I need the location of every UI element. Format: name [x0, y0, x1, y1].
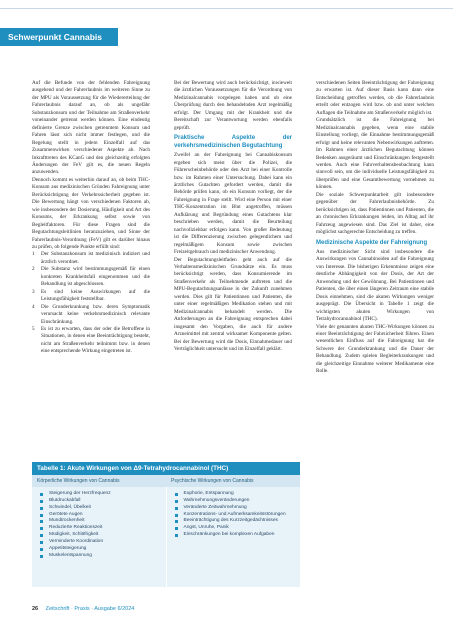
list-item	[32, 326, 150, 356]
page-number: 26	[32, 606, 39, 612]
list-item: Muskelentspannung	[37, 553, 162, 560]
table-title: Tabelle 1: Akute Wirkungen von Δ9-Tetrahydrocannabinol (THC)	[32, 462, 300, 475]
paragraph: Grundsätzlich ist die Fahreignung bei Medizinalcannabis gegeben, wenn eine stabile Einstellung vorliegt, die Einnahme bestimmungsgemäß erfolgt und keine relevanten Nebenwirkungen auftreten. Im Rahmen einer ärztlichen Begutachtung können Bedenken ausgeräumt und Einschränkungen festgestellt werden. Auch eine Fahrverhaltensbeobachtung kann sinnvoll sein, um die individuelle Leistungsfähigkeit zu überprüfen und eine Gesamtbewertung vornehmen zu können.	[316, 117, 434, 191]
subheading: Praktische Aspekte der verkehrsmedizinischen Begutachtung	[174, 135, 292, 149]
list-number: 2	[32, 266, 35, 273]
paragraph: Zweifel an der Fahreignung bei Cannabiskonsum ergeben sich meist über die Polizei, die Führerscheinbehörde oder den Arzt bei einer Kontrolle bzw. im Rahmen einer Untersuchung. Dabei kann ein ärztliches Gutachten gefordert werden, damit die Behörde prüfen kann, ob ein Konsum vorliegt, der die Fahreignung in Frage stellt. Wird eine Person mit einer THC-Konzentration im Blut angetroffen, müssen Aufklärung und Begründung eines Gutachtens klar beschrieben werden, damit die Beurteilung nachvollziehbar erfolgen kann. Von großer Bedeutung ist die Differenzierung zwischen gelegentlichem und regelmäßigem Konsum sowie zwischen Freizeitgebrauch und medizinischer Anwendung.	[174, 152, 292, 256]
paragraph: Der Begutachtungsleitfaden geht auch auf die Verhaltensmedizinischen Grundsätze ein. Es muss berücksichtigt werden, dass Konsumierende im Straßenverkehr als Teilnehmende auftreten und die MPU-Begutachtungsanlässe in der Zukunft zunehmen werden. Dies gilt für Patientinnen und Patienten, die unter einer regelmäßigen Medikation stehen und mit Medizinalcannabis behandelt werden. Die Anforderungen an die Fahreignung entsprechen dabei insgesamt den Vorgaben, die auch für andere Arzneimittel mit zentral wirksamer Komponente gelten. Bei der Bewertung wird die Dosis, Einnahmedauer und Verträglichkeit untersucht und im Einzelfall geklärt.	[174, 256, 292, 352]
list-item: Steigerung der Herzfrequenz	[37, 491, 162, 498]
list-item: Mundtrockenheit	[37, 518, 162, 525]
list-number: 5	[32, 325, 35, 332]
list-item: Verminderte Koordination	[37, 539, 162, 546]
table-column-header: Psychische Wirkungen von Cannabis	[171, 478, 254, 484]
list-item: Veränderte Zeitwahrnehmung	[172, 505, 297, 512]
text-column-3	[316, 80, 434, 376]
paragraph: Aus medizinischer Sicht sind insbesondere die Auswirkungen von Cannabinoiden auf die Fahreignung von Interesse. Die bisherigen Erkenntnisse zeigen eine deutliche Abhängigkeit von der Dosis, der Art der Anwendung und der Gewöhnung. Bei Patientinnen und Patienten, die über einen längeren Zeitraum eine stabile Dosis einnehmen, sind die akuten Wirkungen weniger ausgeprägt. Die Übersicht in Tabelle 1 zeigt die wichtigsten akuten Wirkungen von Tetrahydrocannabinol (THC).	[316, 249, 434, 323]
list-item	[32, 251, 150, 266]
thc-effects-table	[32, 462, 300, 587]
list-text: Es ist zu erwarten, dass der oder die Betroffene in Situationen, in denen eine Beeinträchtigung besteht, nicht am Straßenverkehr teilnimmt bzw. in denen eine entsprechende Wirkung eingetreten ist.	[41, 325, 150, 355]
paragraph: Viele der genannten akuten THC-Wirkungen können zu einer Beeinträchtigung der Fahrsicherheit führen. Einen wesentlichen Einfluss auf die Fahreignung hat die Schwere der Grunderkrankung und die Dauer der Behandlung. Zudem spielen Begleiterkrankungen und die gleichzeitige Einnahme weiterer Medikamente eine Rolle.	[316, 323, 434, 375]
table-column-psychological	[167, 487, 301, 587]
paragraph: Bei der Bewertung wird auch berücksichtigt, inwieweit die ärztlichen Voraussetzungen für die Verordnung von Medizinalcannabis vorgelegen haben und ob eine Überprüfung durch den behandelnden Arzt regelmäßig erfolgt. Der Umgang mit der Krankheit und die Bereitschaft zur Verantwortung werden ebenfalls geprüft.	[174, 80, 292, 131]
journal-name: Zeitschrift · Praxis · Ausgabe 6/2024	[45, 606, 135, 612]
list-item	[32, 304, 150, 326]
list-item: Schwindel, Übelkeit	[37, 505, 162, 512]
table-header-row	[32, 475, 300, 487]
text-column-2	[174, 80, 292, 353]
list-number: 4	[32, 303, 35, 310]
list-item: Konzentrations- und Aufmerksamkeitsstörungen	[172, 512, 297, 519]
bullet-list	[172, 491, 297, 539]
list-text: Der Substanzkonsum ist medizinisch indiziert und ärztlich verordnet.	[41, 251, 150, 265]
list-item: Einschränkungen bei komplexen Aufgaben	[172, 532, 297, 539]
text-column-1	[32, 80, 150, 356]
paragraph: Die soziale Schwerpunktarbeit gilt insbesondere gegenüber der Fahrerlaubnisbehörde. Zu berücksichtigen ist, dass Patientinnen und Patienten, die an chronischen Erkrankungen leiden, im Alltag auf ihr Fahrzeug angewiesen sind. Das Ziel ist daher, eine möglichst sachgerechte Entscheidung zu treffen.	[316, 191, 434, 236]
table-column-header: Körperliche Wirkungen von Cannabis	[37, 478, 120, 484]
paragraph: Auf die Befunde von der fehlenden Fahreignung ausgehend und der Fahrerlaubnis im weiteren Sinne zu der MPU als Voraussetzung für die Wiedererteilung der Fahrerlaubnis darauf an, ob als ungefähr Substanzkonsum und der Teilnahme am Straßenverkehr voneinander getrennt werden können. Eine eindeutig definierte Grenze zwischen getrenntem Konsum und Fahren lässt sich nicht immer festlegen, und die Regelung stellt in jedem Einzelfall auf das Zusammenwirken verschiedener Aspekte ab. Nach Inkrafttreten des KCanG und den gleichzeitig erfolgten Änderungen der FeV gilt es, die neuen Regeln anzuwenden.	[32, 80, 150, 176]
section-label: Schwerpunkt Cannabis	[0, 28, 118, 46]
list-text: Die Grunderkrankung bzw. deren Symptomatik verursacht keine verkehrsmedizinisch relevante Einschränkung.	[41, 303, 150, 325]
list-item: Appetitsteigerung	[37, 546, 162, 553]
list-item: Euphorie, Entspannung	[172, 491, 297, 498]
subheading: Medizinische Aspekte der Fahreignung	[316, 239, 428, 246]
list-text: Es sind keine Auswirkungen auf die Leistungsfähigkeit feststellbar.	[41, 288, 150, 303]
list-item: Wahrnehmungsveränderungen	[172, 498, 297, 505]
list-item: Beeinträchtigung des Kurzzeitgedächtnisses	[172, 518, 297, 525]
list-item	[32, 289, 150, 304]
table-body	[32, 487, 300, 587]
header-rule	[0, 8, 453, 9]
paragraph: Dennoch kommt es weiterhin darauf an, ob beim THC-Konsum aus medizinischen Gründen Fahreignung unter Berücksichtigung der Verkehrssicherheit gegeben ist. Die Bewertung hängt von verschiedenen Faktoren ab, wie insbesondere der Dosierung, Häufigkeit und Art des Konsums, der Erkrankung selbst sowie von Begleitfaktoren. Für diese Fragen sind die Begutachtungsleitlinien heranzuziehen, und Sinne der Fahrerlaubnis-Verordnung (FeV) gilt es darüber hinaus zu prüfen, ob folgende Punkte erfüllt sind:	[32, 176, 150, 250]
list-number: 1	[32, 251, 35, 258]
list-item	[32, 266, 150, 288]
list-item: Reduzierte Reaktionszeit	[37, 525, 162, 532]
paragraph: verschiedenen Seiten Beeinträchtigung der Fahreignung zu erwarten ist. Auf dieser Basis kann dann eine Entscheidung getroffen werden, ob die Fahrerlaubnis erteilt oder entzogen wird bzw. ob und unter welchen Auflagen die Teilnahme am Straßenverkehr möglich ist.	[316, 80, 434, 116]
list-item: Angst, Unruhe, Panik	[172, 525, 297, 532]
table-column-physical	[32, 487, 166, 587]
list-text: Die Substanz wird bestimmungsgemäß für einen konkreten Krankheitsfall eingenommen und die Behandlung ist abgeschlossen.	[41, 266, 150, 288]
list-item: Müdigkeit, Schläfrigkeit	[37, 532, 162, 539]
list-item: Blutdruckabfall	[37, 498, 162, 505]
page-footer	[32, 606, 134, 612]
list-item: Gerötete Augen	[37, 512, 162, 519]
list-number: 3	[32, 288, 35, 295]
numbered-list	[32, 251, 150, 355]
bullet-list	[37, 491, 162, 559]
